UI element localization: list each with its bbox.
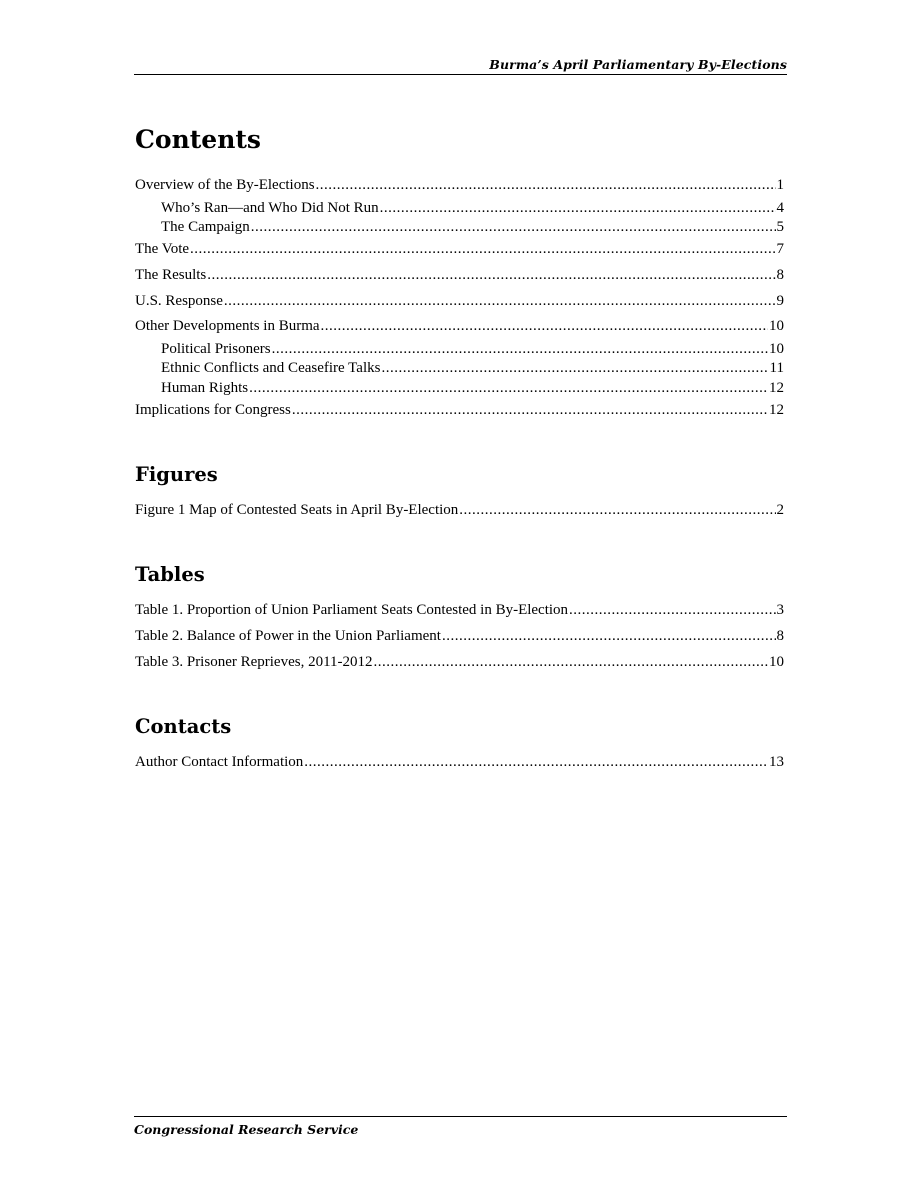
dot-leader — [249, 379, 768, 397]
figures-heading: Figures — [135, 463, 218, 486]
toc-entry-table-1[interactable] — [135, 601, 784, 619]
toc-entry-table-2[interactable] — [135, 627, 784, 645]
toc-entry-page: 13 — [769, 754, 784, 770]
toc-entry-page: 11 — [769, 360, 784, 376]
toc-entry-page: 10 — [769, 341, 784, 357]
toc-entry-label: Political Prisoners — [161, 341, 271, 357]
toc-entry-page: 10 — [769, 318, 784, 334]
toc-entry-label: U.S. Response — [135, 293, 223, 309]
toc-entry-page: 8 — [776, 628, 784, 644]
running-header — [134, 56, 787, 75]
toc-entry-author-contact[interactable] — [135, 753, 784, 771]
dot-leader — [304, 753, 768, 771]
running-footer-text: Congressional Research Service — [134, 1122, 359, 1137]
dot-leader — [442, 627, 776, 645]
contents-heading: Contents — [135, 125, 262, 154]
toc-entry-ethnic-conflicts[interactable] — [161, 359, 784, 377]
toc-entry-label: Figure 1 Map of Contested Seats in April By-Election — [135, 502, 459, 518]
toc-entry-label: The Campaign — [161, 219, 250, 235]
toc-entry-implications[interactable] — [135, 401, 784, 419]
dot-leader — [374, 653, 768, 671]
dot-leader — [316, 176, 776, 194]
toc-entry-page: 9 — [776, 293, 784, 309]
toc-entry-political-prisoners[interactable] — [161, 340, 784, 358]
running-header-title: Burma’s April Parliamentary By-Elections — [489, 57, 787, 72]
dot-leader — [569, 601, 775, 619]
toc-entry-label: Human Rights — [161, 380, 249, 396]
tables-heading: Tables — [135, 563, 205, 586]
toc-entry-table-3[interactable] — [135, 653, 784, 671]
running-footer — [134, 1116, 787, 1139]
toc-entry-page: 12 — [769, 380, 784, 396]
toc-entry-label: Table 3. Prisoner Reprieves, 2011-2012 — [135, 654, 373, 670]
toc-entry-label: Implications for Congress — [135, 402, 291, 418]
toc-entry-label: Table 2. Balance of Power in the Union Parliament — [135, 628, 441, 644]
toc-entry-page: 2 — [776, 502, 784, 518]
dot-leader — [381, 359, 768, 377]
toc-entry-page: 1 — [776, 177, 784, 193]
toc-entry-other-developments[interactable] — [135, 317, 784, 335]
toc-entry-overview[interactable] — [135, 176, 784, 194]
toc-entry-figure-1[interactable] — [135, 501, 784, 519]
toc-entry-label: The Results — [135, 267, 207, 283]
toc-entry-results[interactable] — [135, 266, 784, 284]
toc-entry-campaign[interactable] — [161, 218, 784, 236]
toc-entry-label: Who’s Ran—and Who Did Not Run — [161, 200, 379, 216]
dot-leader — [459, 501, 775, 519]
dot-leader — [321, 317, 768, 335]
dot-leader — [292, 401, 768, 419]
dot-leader — [207, 266, 775, 284]
dot-leader — [251, 218, 776, 236]
toc-entry-page: 12 — [769, 402, 784, 418]
toc-entry-page: 3 — [776, 602, 784, 618]
toc-entry-page: 10 — [769, 654, 784, 670]
toc-entry-label: Ethnic Conflicts and Ceasefire Talks — [161, 360, 381, 376]
dot-leader — [190, 240, 775, 258]
toc-entry-who-ran[interactable] — [161, 199, 784, 217]
dot-leader — [224, 292, 776, 310]
toc-entry-label: Author Contact Information — [135, 754, 304, 770]
toc-entry-human-rights[interactable] — [161, 379, 784, 397]
toc-entry-label: The Vote — [135, 241, 190, 257]
toc-entry-vote[interactable] — [135, 240, 784, 258]
contacts-heading: Contacts — [135, 715, 232, 738]
toc-entry-page: 5 — [776, 219, 784, 235]
toc-entry-label: Overview of the By-Elections — [135, 177, 315, 193]
dot-leader — [380, 199, 776, 217]
toc-entry-us-response[interactable] — [135, 292, 784, 310]
toc-entry-label: Table 1. Proportion of Union Parliament Seats Contested in By-Election — [135, 602, 569, 618]
dot-leader — [272, 340, 768, 358]
toc-entry-label: Other Developments in Burma — [135, 318, 320, 334]
toc-entry-page: 7 — [776, 241, 784, 257]
toc-entry-page: 4 — [776, 200, 784, 216]
toc-entry-page: 8 — [776, 267, 784, 283]
